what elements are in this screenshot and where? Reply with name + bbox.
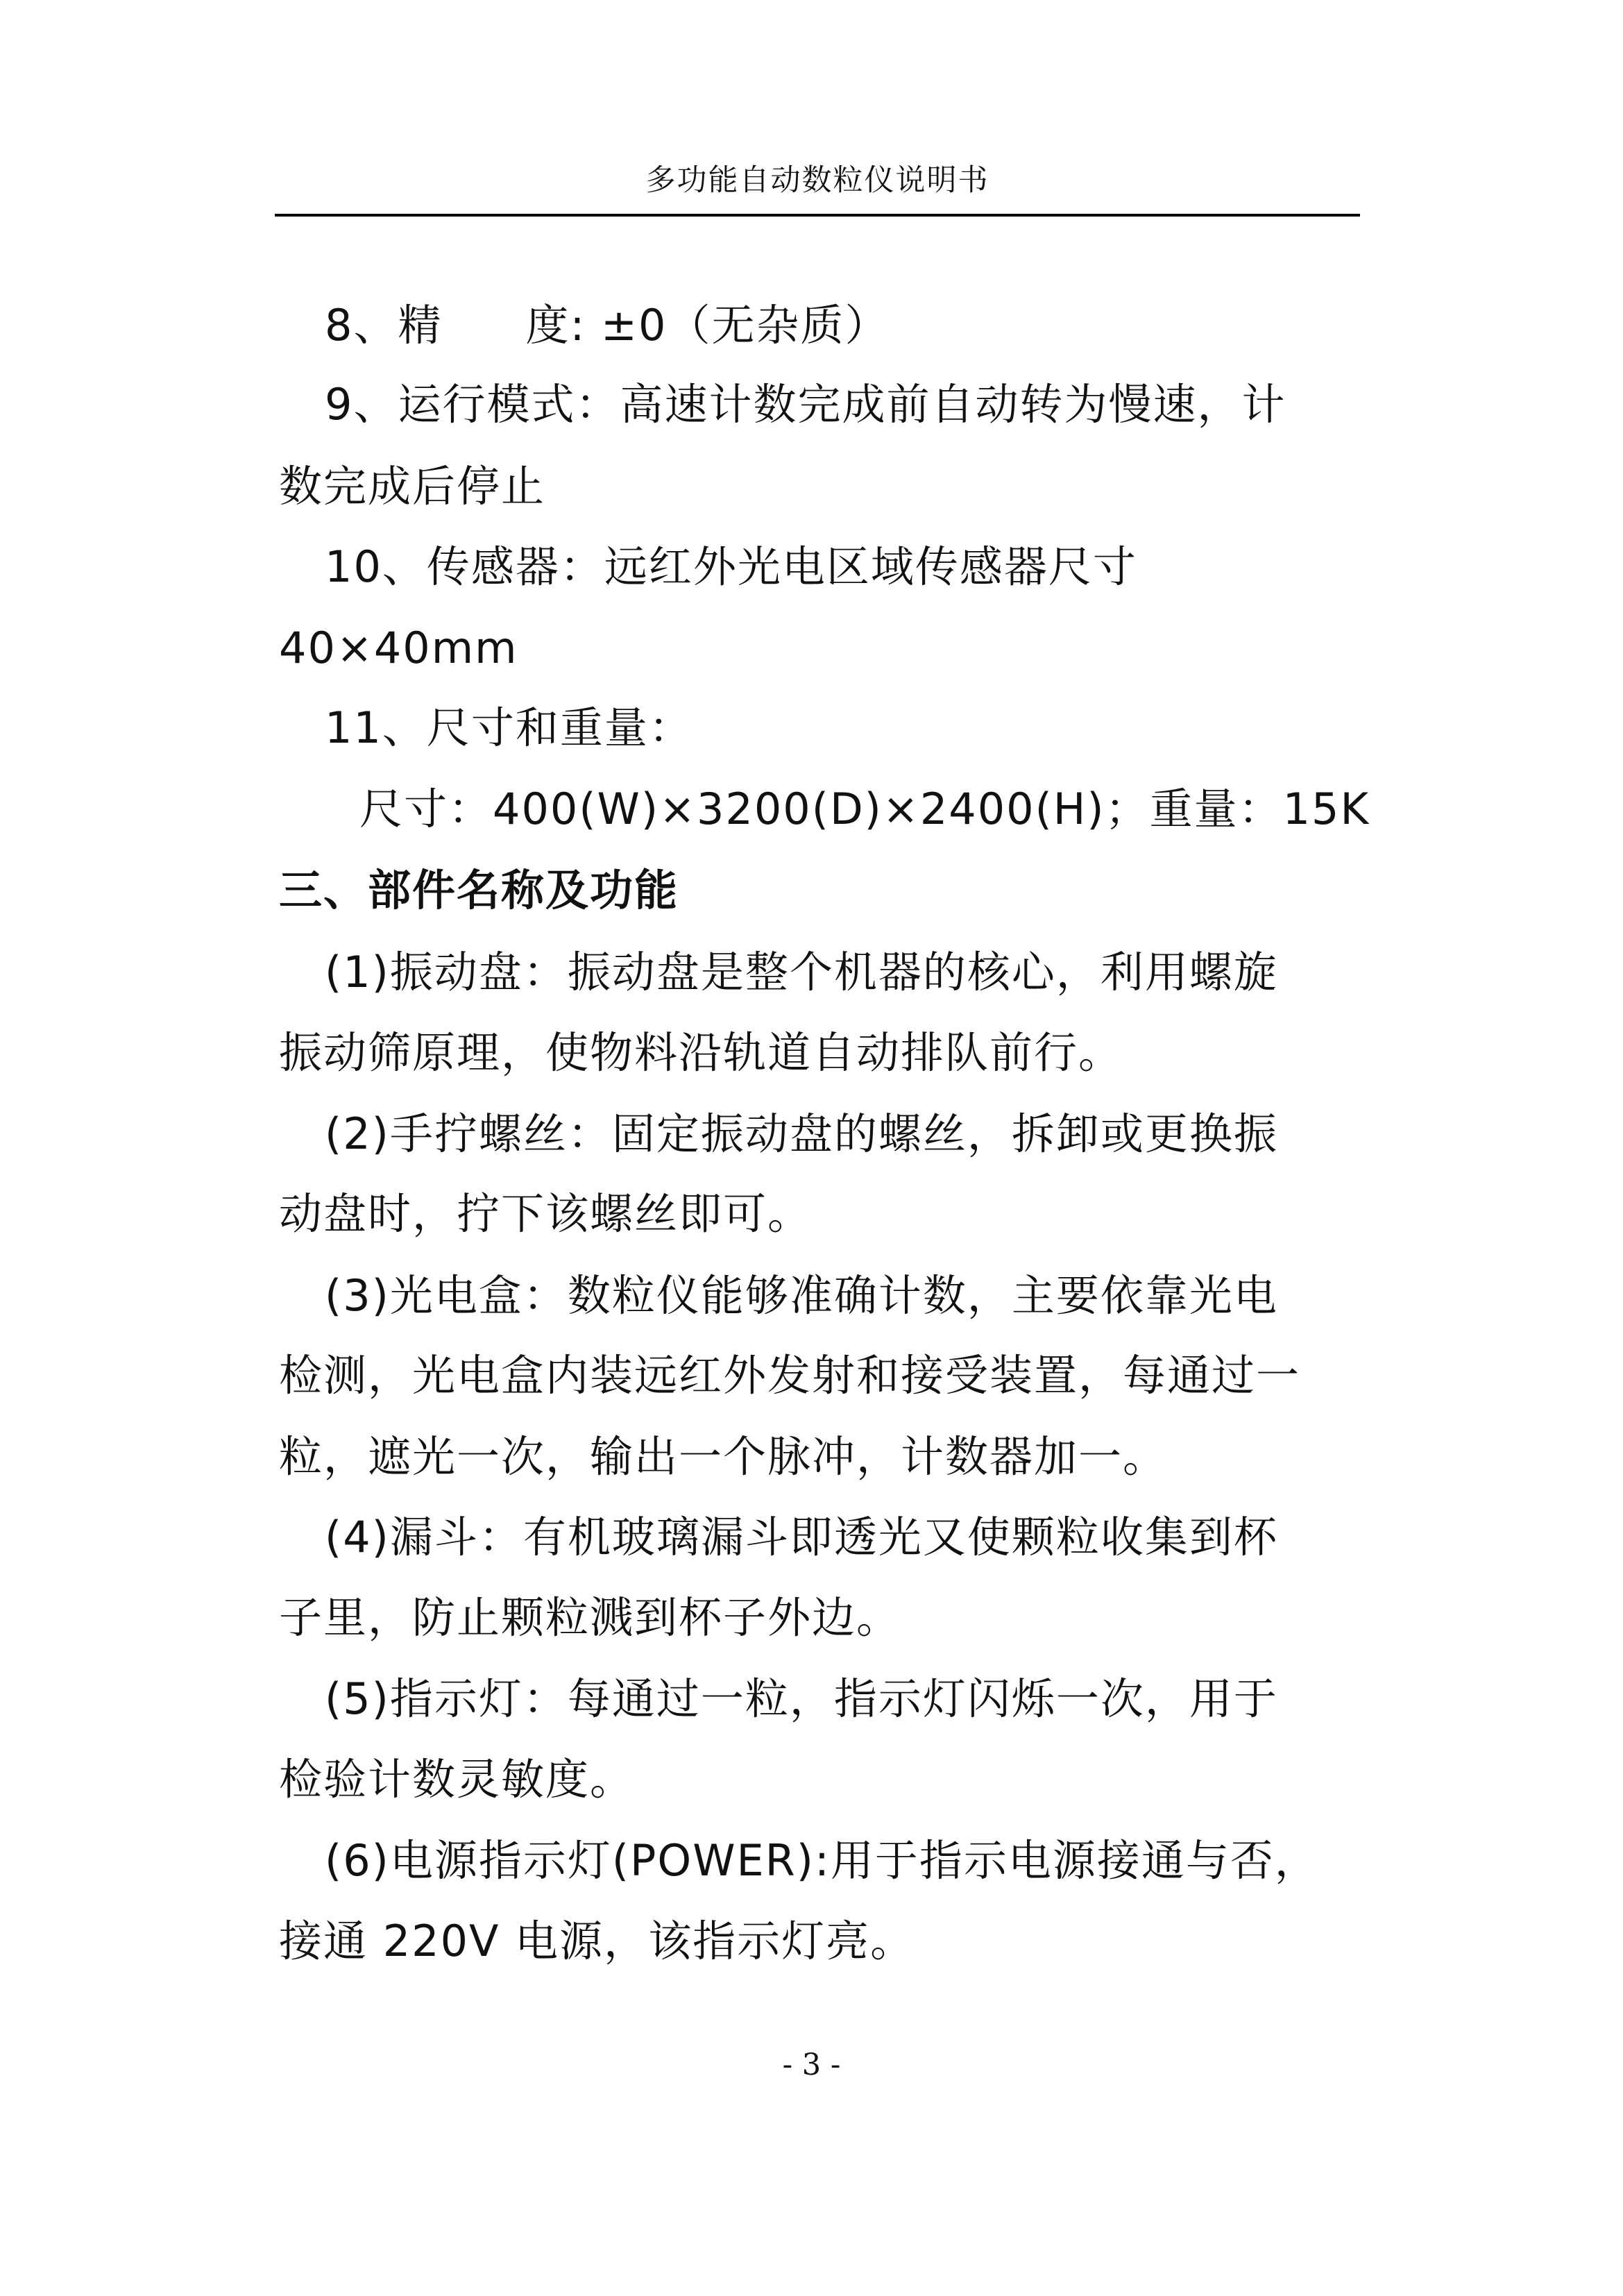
component-2-line2: 动盘时，拧下该螺丝即可。	[279, 1188, 813, 1239]
document-header-title: 多功能自动数粒仪说明书	[645, 163, 989, 198]
spec-precision-label: 8、精	[325, 300, 443, 351]
spec-sensor-line1: 10、传感器：远红外光电区域传感器尺寸	[325, 541, 1137, 592]
section-heading: 三、部件名称及功能	[279, 865, 679, 915]
component-3-line3: 粒，遮光一次，输出一个脉冲，计数器加一。	[279, 1431, 1168, 1482]
component-4-line1: (4)漏斗：有机玻璃漏斗即透光又使颗粒收集到杯	[325, 1512, 1278, 1562]
component-3-line1: (3)光电盒：数粒仪能够准确计数，主要依靠光电	[325, 1270, 1278, 1321]
component-6-line2: 接通 220V 电源，该指示灯亮。	[279, 1916, 915, 1966]
component-5-line1: (5)指示灯：每通过一粒，指示灯闪烁一次，用于	[325, 1673, 1278, 1724]
component-4-line2: 子里，防止颗粒溅到杯子外边。	[279, 1592, 901, 1643]
page-number: - 3 -	[782, 2048, 841, 2082]
spec-precision-value: 度: ±0（无杂质）	[525, 300, 890, 351]
component-6-line1: (6)电源指示灯(POWER):用于指示电源接通与否，	[325, 1835, 1319, 1886]
spec-precision	[325, 300, 890, 351]
spec-size-weight-detail: 尺寸：400(W)×3200(D)×2400(H)；重量：15K	[359, 784, 1370, 834]
component-2-line1: (2)手拧螺丝：固定振动盘的螺丝，拆卸或更换振	[325, 1108, 1278, 1159]
component-3-line2: 检测，光电盒内装远红外发射和接受装置，每通过一	[279, 1350, 1301, 1401]
component-5-line2: 检验计数灵敏度。	[279, 1754, 635, 1805]
component-1-line2: 振动筛原理，使物料沿轨道自动排队前行。	[279, 1027, 1123, 1078]
header-divider	[275, 214, 1360, 217]
spec-size-weight-title: 11、尺寸和重量：	[325, 702, 693, 753]
spec-run-mode-line2: 数完成后停止	[279, 461, 546, 512]
spec-run-mode-line1: 9、运行模式：高速计数完成前自动转为慢速，计	[325, 379, 1286, 430]
component-1-line1: (1)振动盘：振动盘是整个机器的核心，利用螺旋	[325, 947, 1278, 997]
spec-sensor-line2: 40×40mm	[279, 623, 518, 673]
